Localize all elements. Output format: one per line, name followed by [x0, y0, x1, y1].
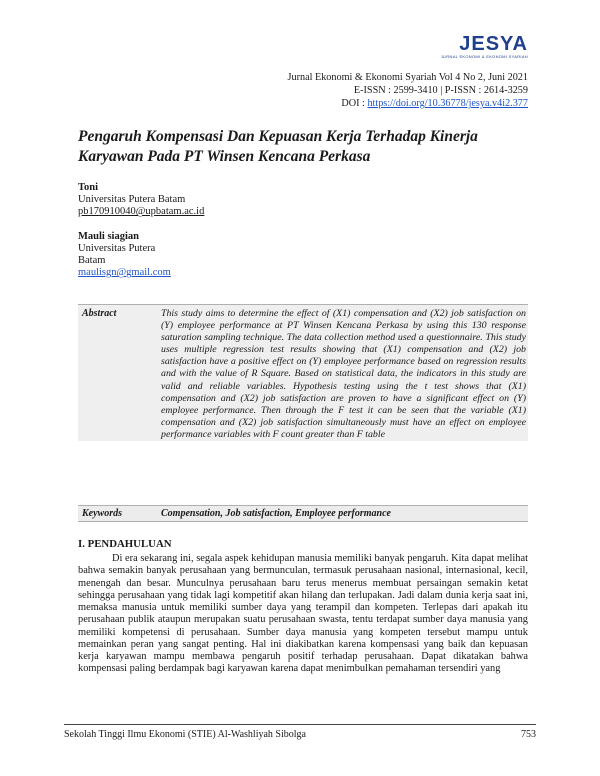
abstract-label: Abstract	[82, 308, 117, 319]
author-email: pb170910040@upbatam.ac.id	[78, 206, 205, 218]
doi-label: DOI :	[341, 98, 368, 109]
doi-link[interactable]: https://doi.org/10.36778/jesya.v4i2.377	[367, 98, 528, 109]
logo-word: JESYA	[459, 33, 528, 55]
paper-title: Pengaruh Kompensasi Dan Kepuasan Kerja Terhadap Kinerja Karyawan Pada PT Winsen Kencana Perkasa	[78, 128, 478, 165]
author-city: Batam	[78, 255, 106, 267]
logo-subtitle: JURNAL EKONOMI & EKONOMI SYARIAH	[440, 54, 528, 59]
journal-citation: Jurnal Ekonomi & Ekonomi Syariah Vol 4 No 2, Juni 2021	[287, 72, 528, 83]
author-name: Mauli siagian	[78, 230, 139, 242]
keywords-text: Compensation, Job satisfaction, Employee performance	[161, 508, 391, 519]
doi-line	[288, 97, 528, 110]
section-heading: I. PENDAHULUAN	[78, 538, 172, 550]
footer-institution: Sekolah Tinggi Ilmu Ekonomi (STIE) Al-Washliyah Sibolga	[64, 729, 306, 740]
journal-header	[288, 71, 528, 110]
body-paragraph: Di era sekarang ini, segala aspek kehidupan manusia memiliki banyak pengaruh. Kita dapat melihat bahwa semakin banyak perusahaan yang bermunculan, termasuk perusahaan nasional, internasional, kecil, menengah dan besar. Munculnya perusahaan baru terus menerus membuat persaingan semakin ketat sehingga perusahaan yang tidak lagi kompetitif akan hilang dan terlupakan. Jadi dalam dunia kerja saat ini, memaksa manusia untuk memiliki sumber daya yang terampil dan kompeten. Terlepas dari apakah itu perusahaan publik ataupun merupakan suatu perusahaan swasta, tentu terdapat sumber daya manusia yang memiliki kompetensi di perusahaan. Sumber daya manusia yang kompeten tersebut mampu untuk memainkan peran yang sangat penting. Hal ini diakibatkan karena kompensasi yang baik dan kepuasan kerja karyawan mampu membawa pengaruh positif terhadap perusahaan. Dapat dikatakan bahwa kompensasi paling berdampak bagi karyawan karena dapat menimbulkan pemahaman tersendiri yang	[78, 553, 528, 675]
footer	[64, 729, 536, 740]
author-affiliation: Universitas Putera	[78, 242, 156, 254]
author-email-link[interactable]: maulisgn@gmail.com	[78, 267, 171, 279]
author-name: Toni	[78, 182, 99, 193]
issn: E-ISSN : 2599-3410 | P-ISSN : 2614-3259	[353, 85, 528, 96]
keywords-box	[78, 505, 528, 522]
page-number: 753	[521, 729, 536, 740]
author-block	[78, 182, 204, 279]
abstract-box	[78, 304, 528, 441]
journal-logo	[441, 34, 528, 59]
keywords-label: Keywords	[82, 508, 122, 519]
footer-divider	[64, 724, 536, 725]
abstract-text: This study aims to determine the effect of (X1) compensation and (X2) job satisfaction on (Y) employee performance at PT Winsen Kencana Perkasa by using this 130 response saturation sampling technique. The data collection method used a questionnaire. This study uses multiple regression test results showing that (X1) compensation and (X2) job satisfaction have a positive effect on (Y) employee performance based on regression results and with the value of R Square. Based on statistical data, the indicators in this study are valid and reliable variables. Hypothesis testing using the t test shows that (X1) compensation and (X2) job satisfaction are proven to have a significant effect on (Y) employee performance. Then through the F test it can be seen that the variable (X1) compensation and (X2) job satisfaction simultaneously must have an effect on employee performance variables with F count greater than F table	[161, 308, 526, 440]
author-affiliation: Universitas Putera Batam	[78, 194, 186, 206]
